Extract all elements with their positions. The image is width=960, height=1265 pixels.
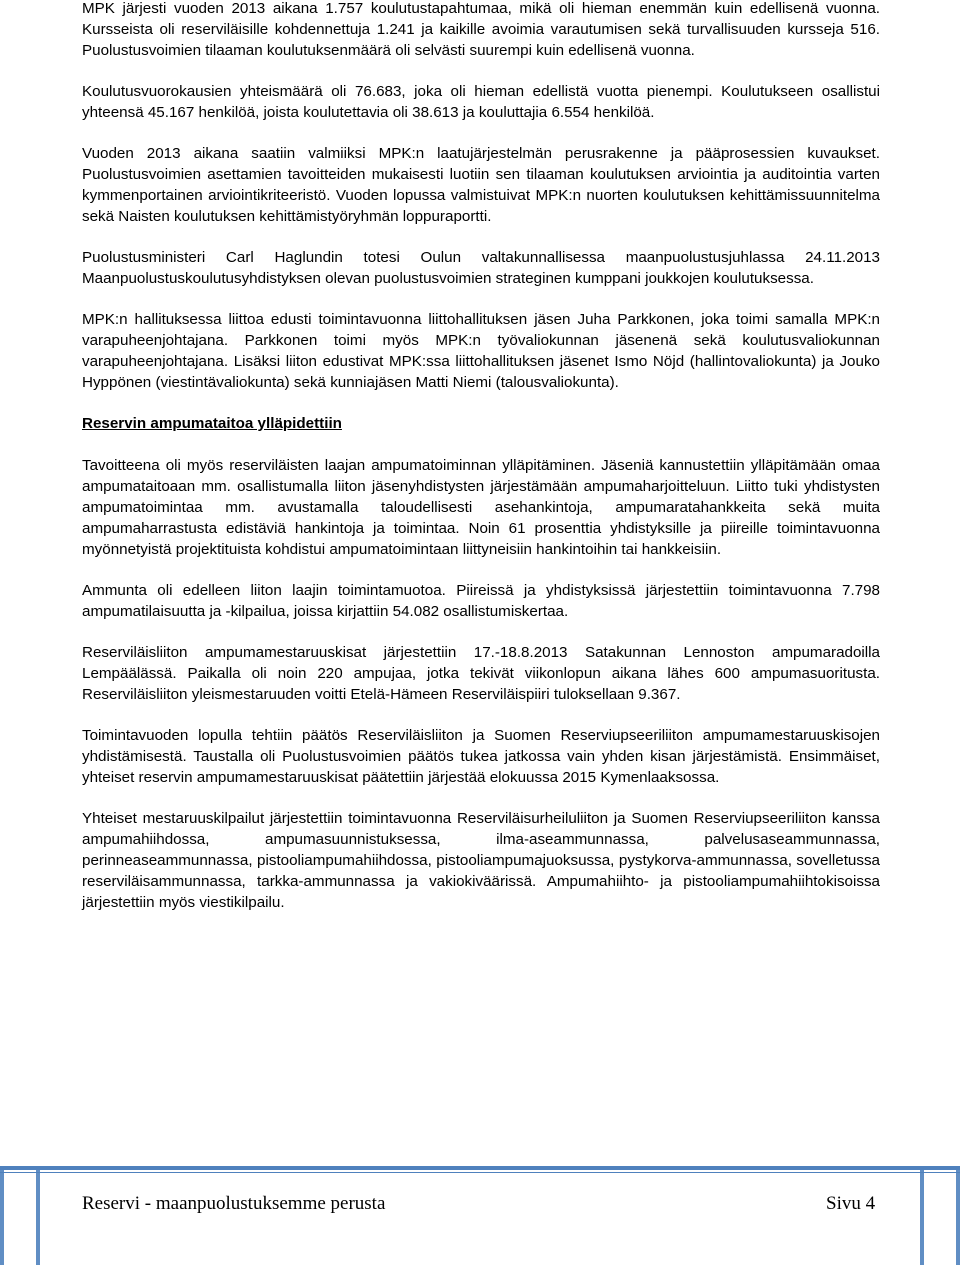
document-body — [82, 0, 880, 933]
paragraph: Yhteiset mestaruuskilpailut järjestettiin toimintavuonna Reserviläisurheiluliiton ja Suomen Reserviupseeriliiton kanssa ampumahiihdossa, ampumasuunnistuksessa, ilma-aseammunnassa, palvelusaseammunnassa, perinneaseammunnassa, pistooliampumahiihdossa, pistooliampumajuoksussa, pystykorva-ammunnassa, sovelletussa reserviläisammunnassa, tarkka-ammunnassa ja vakiokiväärissä. Ampumahiihto- ja pistooliampumahiihtokisoissa järjestettiin myös viestikilpailu. — [82, 810, 880, 911]
footer-accent-left — [0, 1166, 40, 1265]
section-heading: Reservin ampumataitoa ylläpidettiin — [82, 415, 342, 432]
footer-title: Reservi - maanpuolustuksemme perusta — [82, 1193, 386, 1214]
paragraph: Reserviläisliiton ampumamestaruuskisat järjestettiin 17.-18.8.2013 Satakunnan Lennoston ampumaradoilla Lempäälässä. Paikalla oli noin 220 ampujaa, jotka tekivät viikonlopun aikana lähes 600 ampumasuoritusta. Reserviläisliiton yleismestaruuden voitti Etelä-Hämeen Reserviläispiiri tuloksellaan 9.367. — [82, 644, 880, 703]
paragraph: Ammunta oli edelleen liiton laajin toimintamuotoa. Piireissä ja yhdistyksissä järjestettiin toimintavuonna 7.798 ampumatilaisuutta ja -kilpailua, joissa kirjattiin 54.082 osallistumiskertaa. — [82, 582, 880, 620]
paragraph: Koulutusvuorokausien yhteismäärä oli 76.683, joka oli hieman edellistä vuotta pienempi. Koulutukseen osallistui yhteensä 45.167 henkilöä, joista koulutettavia oli 38.613 ja kouluttajia 6.554 henkilöä. — [82, 83, 880, 121]
paragraph: Puolustusministeri Carl Haglundin totesi Oulun valtakunnallisessa maanpuolustusjuhlassa 24.11.2013 Maanpuolustuskoulutusyhdistyksen olevan puolustusvoimien strateginen kumppani joukkojen koulutuksessa. — [82, 249, 880, 287]
page-number: Sivu 4 — [826, 1193, 876, 1214]
paragraph: Tavoitteena oli myös reserviläisten laajan ampumatoiminnan ylläpitäminen. Jäseniä kannustettiin ylläpitämään omaa ampumataitoaan mm. osallistumalla liiton jäsenyhdistysten järjestämään ampumaharjoitteluun. Liitto tuki yhdistysten ampumatoimintaa mm. avustamalla taloudellisesti asehankintoja, ampumaratahankkeita sekä muita ampumaharrastusta edistäviä hankintoja ja toimintaa. Noin 61 prosenttia yhdistyksille ja piireille toimintavuonna myönnetyistä projektituista kohdistui ampumatoimintaan liittyneisiin hankintoihin tai hankkeisiin. — [82, 457, 880, 558]
paragraph: MPK:n hallituksessa liittoa edusti toimintavuonna liittohallituksen jäsen Juha Parkkonen, joka toimi samalla MPK:n varapuheenjohtajana. Parkkonen toimi myös MPK:n työvaliokunnan jäsenenä sekä koulutusvaliokunnan varapuheenjohtajana. Lisäksi liiton edustivat MPK:ssa liittohallituksen jäsenet Ismo Nöjd (hallintovaliokunta) ja Jouko Hyppönen (viestintävaliokunta) sekä kunniajäsen Matti Niemi (talousvaliokunta). — [82, 311, 880, 391]
footer-divider-thin — [0, 1172, 960, 1173]
paragraph: MPK järjesti vuoden 2013 aikana 1.757 koulutustapahtumaa, mikä oli hieman enemmän kuin edellisenä vuonna. Kursseista oli reserviläisille kohdennettuja 1.241 ja kaikille avoimia varautumisen sekä turvallisuuden kursseja 516. Puolustusvoimien tilaaman koulutuksenmäärä oli selvästi suurempi kuin edellisenä vuonna. — [82, 0, 880, 59]
paragraph: Toimintavuoden lopulla tehtiin päätös Reserviläisliiton ja Suomen Reserviupseeriliiton ampumamestaruuskisojen yhdistämisestä. Taustalla oli Puolustusvoimien päätös tukea jatkossa vain yhden kisan järjestämistä. Ensimmäiset, yhteiset reservin ampumamestaruuskisat päätettiin järjestää elokuussa 2015 Kymenlaaksossa. — [82, 727, 880, 786]
footer-divider — [0, 1166, 960, 1170]
paragraph: Vuoden 2013 aikana saatiin valmiiksi MPK:n laatujärjestelmän perusrakenne ja pääprosessien kuvaukset. Puolustusvoimien asettamien tavoitteiden mukaisesti luotiin sen tilaaman koulutuksen arviointia ja auditointia varten kymmenportainen arviointikriteeristö. Vuoden lopussa valmistuivat MPK:n nuorten koulutuksen kehittämissuunnitelma sekä Naisten koulutuksen kehittämistyöryhmän loppuraportti. — [82, 145, 880, 225]
footer-accent-right — [920, 1166, 960, 1265]
